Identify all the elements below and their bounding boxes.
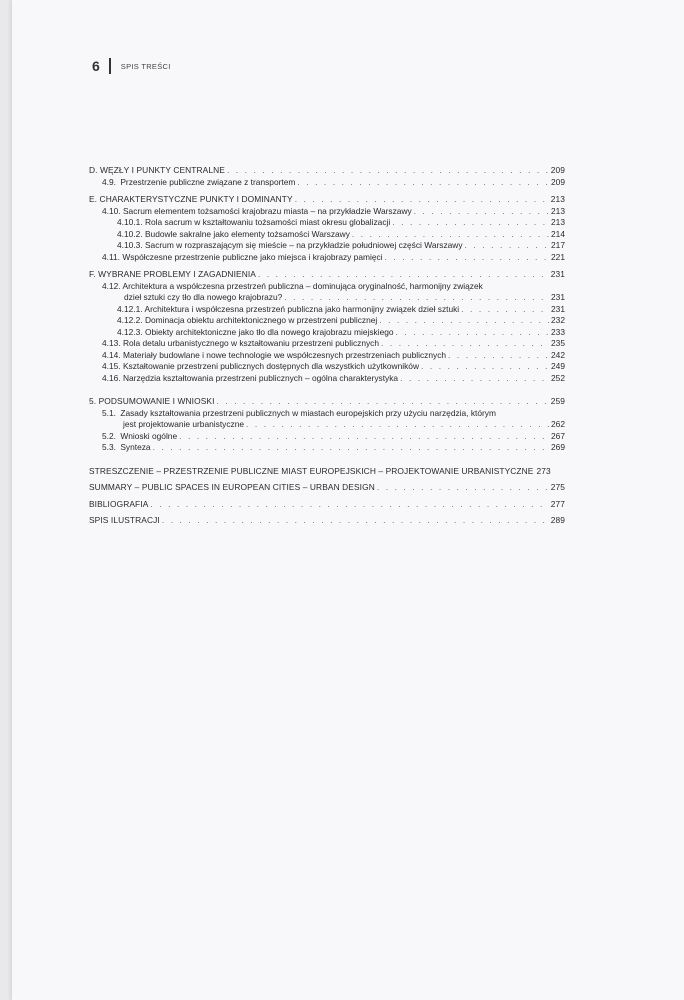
toc-entry-number: 5.1. [102, 407, 116, 418]
toc-entry-title: D. WĘZŁY I PUNKTY CENTRALNE [89, 165, 225, 175]
toc-entry-streszczenie[interactable] [89, 466, 565, 478]
toc-entry-e[interactable] [89, 194, 565, 206]
toc-entry-title [102, 431, 177, 443]
toc-entry-number: 4.12. [102, 280, 121, 291]
dot-leader [258, 269, 549, 281]
dot-leader [246, 419, 549, 431]
toc-entry-4-10-2[interactable] [89, 229, 565, 241]
toc-entry-spis-ilustracji[interactable] [89, 515, 565, 527]
toc-entry-4-10[interactable] [89, 206, 565, 218]
toc-entry-title: 5. PODSUMOWANIE I WNIOSKI [89, 396, 215, 406]
toc-entry-page: 252 [551, 372, 565, 383]
dot-leader [162, 515, 549, 527]
toc-entry-number: 4.10.3. [117, 240, 143, 250]
dot-leader [392, 217, 549, 229]
dot-leader [352, 229, 549, 241]
toc-entry-title [102, 408, 496, 420]
document-page [12, 0, 684, 1000]
toc-entry-page: 213 [550, 194, 565, 204]
toc-entry-4-16[interactable] [89, 373, 565, 385]
dot-leader [396, 327, 549, 339]
toc-entry-5-2[interactable] [89, 431, 565, 443]
toc-entry-title [102, 442, 151, 454]
toc-entry-page: 209 [550, 165, 565, 175]
dot-leader [448, 350, 549, 362]
toc-entry-title [102, 350, 446, 362]
toc-entry-page: 277 [550, 498, 565, 509]
toc-entry-title [102, 281, 483, 293]
toc-entry-page: 231 [551, 292, 565, 302]
toc-entry-number: 4.13. [102, 338, 121, 348]
toc-entry-4-13[interactable] [89, 338, 565, 350]
toc-entry-number: 5.3. [102, 442, 116, 452]
toc-entry-number: 4.9. [102, 176, 116, 187]
toc-entry-page: 267 [551, 430, 565, 441]
toc-entry-4-12-line2[interactable] [89, 292, 565, 304]
toc-entry-5-3[interactable] [89, 442, 565, 454]
toc-entry-number: 4.11. [102, 251, 121, 262]
toc-entry-page: 214 [551, 228, 565, 239]
toc-entry-title: F. WYBRANE PROBLEMY I ZAGADNIENIA [89, 269, 256, 279]
toc-entry-number: 4.12.1. [117, 303, 143, 314]
dot-leader [284, 292, 549, 304]
dot-leader [379, 315, 549, 327]
toc-entry-page: 231 [551, 303, 565, 314]
toc-entry-bibliografia[interactable] [89, 499, 565, 511]
dot-leader [297, 177, 549, 189]
toc-entry-number: 4.10.1. [117, 217, 143, 227]
toc-entry-text: Kształtowanie przestrzeni publicznych dostępnych dla wszystkich użytkowników [122, 361, 420, 371]
toc-entry-text: Wnioski ogólne [120, 430, 178, 441]
toc-entry-page: 235 [551, 338, 565, 348]
toc-entry-text: Architektura a współczesna przestrzeń publiczna – dominująca oryginalność, harmonijny związek [122, 280, 483, 291]
toc-entry-page: 242 [551, 349, 565, 360]
toc-entry-text: Sacrum elementem tożsamości krajobrazu miasta – na przykładzie Warszawy [122, 205, 412, 216]
toc-entry-title [117, 315, 377, 327]
toc-entry-page: 231 [550, 269, 565, 279]
toc-entry-number: 4.10.2. [117, 228, 143, 239]
toc-entry-title [117, 229, 350, 241]
dot-leader [421, 361, 549, 373]
toc-entry-page: 233 [551, 326, 565, 337]
toc-entry-number: 4.12.3. [117, 326, 143, 337]
toc-entry-title [117, 217, 390, 229]
toc-entry-4-12-2[interactable] [89, 315, 565, 327]
toc-entry-5-1-line2[interactable] [89, 419, 565, 431]
toc-entry-text: jest projektowanie urbanistyczne [123, 419, 245, 429]
toc-entry-text: Współczesne przestrzenie publiczne jako miejsca i krajobrazy pamięci [122, 251, 383, 262]
toc-entry-4-10-3[interactable] [89, 240, 565, 252]
toc-entry-text: dzieł sztuki czy tło dla nowego krajobrazu? [124, 292, 283, 302]
toc-entry-text: Rola sacrum w kształtowaniu tożsamości miast okresu globalizacji [144, 217, 391, 227]
toc-entry-page: 275 [550, 482, 565, 492]
dot-leader [400, 373, 549, 385]
toc-entry-title [117, 304, 459, 316]
header-divider [109, 58, 111, 74]
section-name: SPIS TREŚCI [120, 61, 171, 71]
toc-entry-4-12-3[interactable] [89, 327, 565, 339]
toc-entry-4-10-1[interactable] [89, 217, 565, 229]
dot-leader [465, 240, 549, 252]
toc-entry-page: 262 [551, 419, 565, 429]
toc-entry-4-9[interactable] [89, 177, 565, 189]
toc-entry-number: 4.16. [102, 372, 121, 383]
toc-entry-number: 5.2. [102, 430, 116, 441]
toc-entry-page: 269 [551, 442, 565, 452]
toc-entry-title [102, 373, 398, 385]
toc-entry-5-1-line1[interactable] [89, 408, 565, 420]
toc-entry-page: 249 [551, 361, 565, 371]
toc-entry-number: 4.15. [102, 361, 121, 371]
toc-entry-4-14[interactable] [89, 350, 565, 362]
toc-entry-text: Synteza [120, 442, 151, 452]
dot-leader [227, 165, 549, 177]
toc-entry-text: Sacrum w rozpraszającym się mieście – na przykładzie południowej części Warszawy [144, 240, 463, 250]
toc-entry-title: SPIS ILUSTRACJI [89, 515, 160, 525]
page-number: 6 [92, 58, 100, 74]
toc-entry-page: 209 [551, 176, 565, 187]
dot-leader [295, 194, 549, 206]
toc-entry-number: 4.14. [102, 349, 121, 360]
toc-entry-summary[interactable] [89, 482, 565, 494]
toc-entry-4-11[interactable] [89, 252, 565, 264]
dot-leader [217, 396, 549, 408]
toc-entry-4-15[interactable] [89, 361, 565, 373]
dot-leader [385, 252, 549, 264]
toc-entry-text: Rola detalu urbanistycznego w kształtowaniu przestrzeni publicznych [122, 338, 380, 348]
toc-entry-text: Budowle sakralne jako elementy tożsamości Warszawy [144, 228, 350, 239]
table-of-contents [89, 165, 565, 527]
toc-entry-number: 4.12.2. [117, 315, 143, 325]
toc-entry-title: SUMMARY – PUBLIC SPACES IN EUROPEAN CITIES – URBAN DESIGN [89, 482, 375, 492]
toc-entry-page: 259 [550, 396, 565, 406]
toc-entry-title [117, 327, 394, 339]
dot-leader [179, 431, 549, 443]
toc-entry-page: 213 [551, 217, 565, 227]
dot-leader [150, 499, 548, 511]
toc-entry-5[interactable] [89, 396, 565, 408]
toc-entry-text: Obiekty architektoniczne jako tło dla nowego krajobrazu miejskiego [144, 326, 394, 337]
toc-entry-page: 213 [551, 205, 565, 216]
toc-entry-title: BIBLIOGRAFIA [89, 498, 149, 509]
toc-entry-text: Dominacja obiektu architektonicznego w przestrzeni publicznej [144, 315, 378, 325]
toc-entry-title: E. CHARAKTERYSTYCZNE PUNKTY I DOMINANTY [89, 194, 293, 204]
dot-leader [377, 482, 549, 494]
dot-leader [414, 206, 549, 218]
toc-entry-text: Zasady kształtowania przestrzeni publicznych w miastach europejskich przy użyciu narzędzia, którym [120, 407, 496, 418]
toc-entry-title [117, 240, 463, 252]
toc-entry-text: Materiały budowlane i nowe technologie we współczesnych przestrzeniach publicznych [122, 349, 447, 360]
toc-entry-page: 232 [551, 315, 565, 325]
toc-entry-d[interactable] [89, 165, 565, 177]
toc-entry-title: STRESZCZENIE – PRZESTRZENIE PUBLICZNE MIAST EUROPEJSKICH – PROJEKTOWANIE URBANISTYCZNE [89, 465, 534, 476]
toc-entry-page: 221 [551, 251, 565, 262]
toc-entry-title [102, 361, 419, 373]
dot-leader [153, 442, 549, 454]
toc-entry-text: Narzędzia kształtowania przestrzeni publicznych – ogólna charakterystyka [122, 372, 399, 383]
dot-leader [461, 304, 549, 316]
page-header [92, 56, 171, 76]
dot-leader [381, 338, 549, 350]
toc-entry-title [102, 177, 295, 189]
toc-entry-number: 4.10. [102, 205, 121, 216]
toc-entry-title [102, 338, 379, 350]
toc-entry-4-12-1[interactable] [89, 304, 565, 316]
toc-entry-text: Architektura i współczesna przestrzeń publiczna jako harmonijny związek dzieł sztuki [144, 303, 460, 314]
toc-entry-4-12-line1[interactable] [89, 281, 565, 293]
toc-entry-page: 217 [551, 240, 565, 250]
toc-entry-page: 273 [536, 465, 551, 476]
toc-entry-title [102, 206, 412, 218]
toc-entry-page: 289 [550, 515, 565, 525]
toc-entry-title [102, 252, 383, 264]
toc-entry-text: Przestrzenie publiczne związane z transportem [120, 176, 296, 187]
toc-entry-f[interactable] [89, 269, 565, 281]
